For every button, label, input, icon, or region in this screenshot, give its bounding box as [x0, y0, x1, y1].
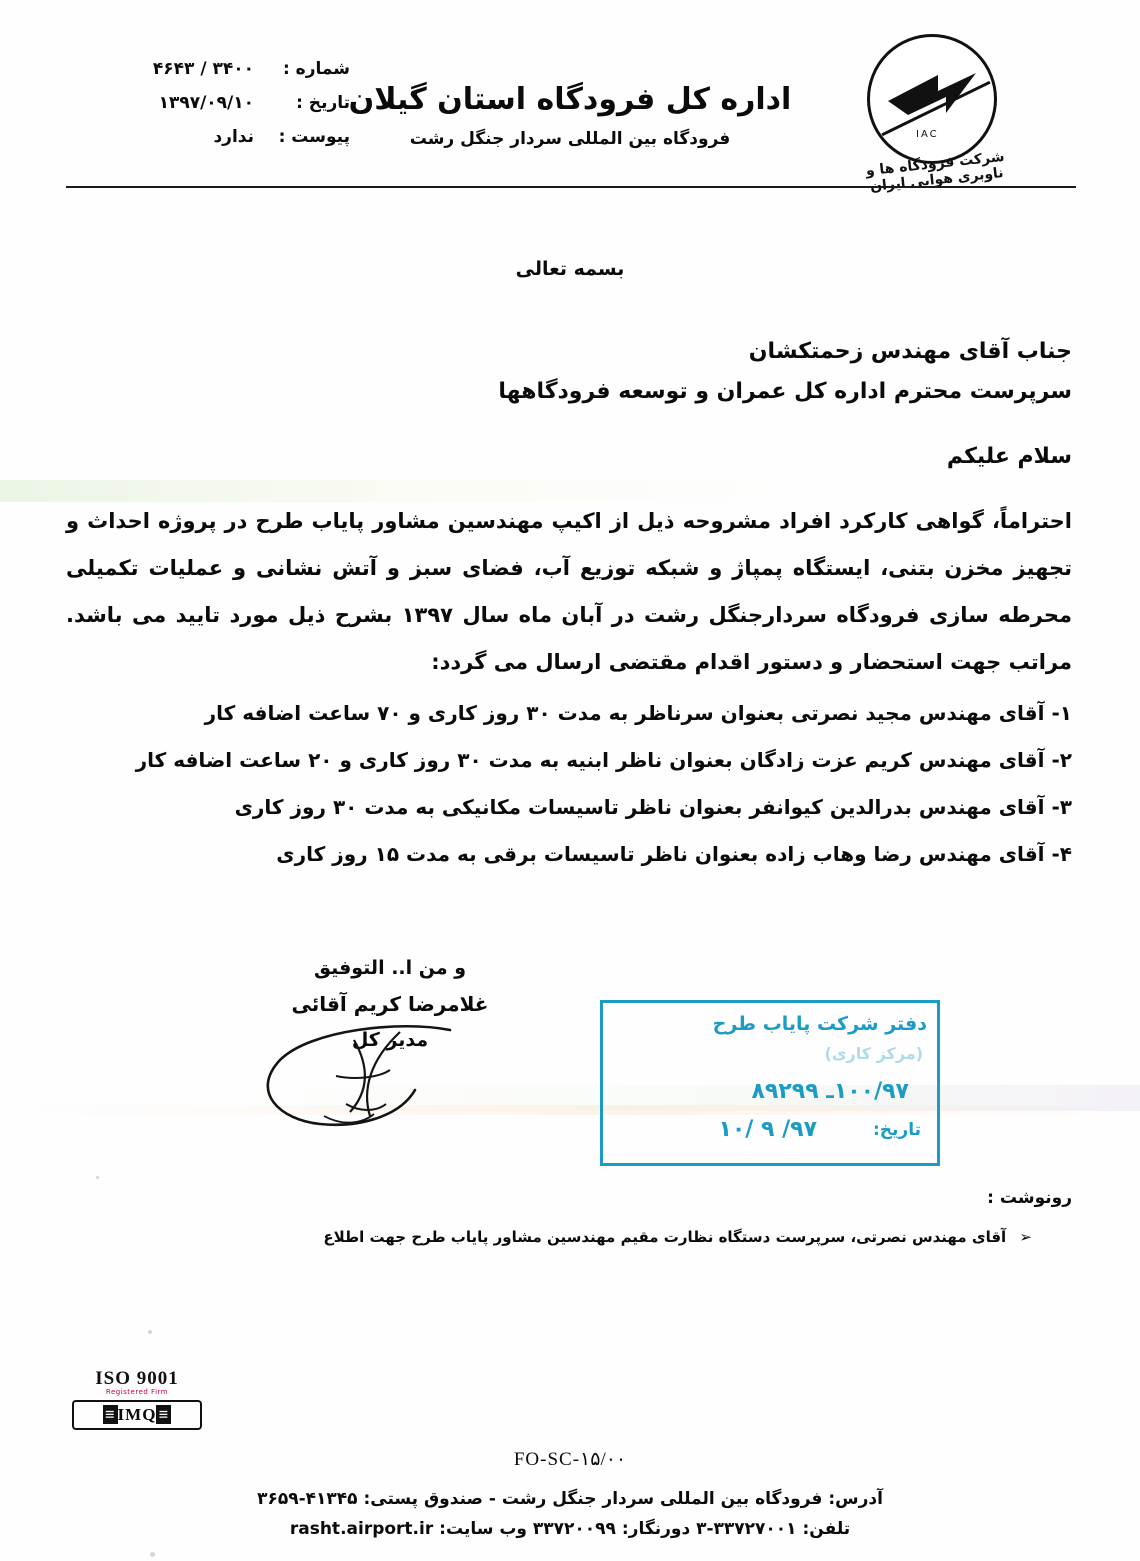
- metadata-label-number: شماره :: [282, 59, 350, 79]
- signer-name: غلامرضا کریم آقائی: [291, 992, 489, 1016]
- list-item: ۲- آقای مهندس کریم عزت زادگان بعنوان ناظر ابنیه به مدت ۳۰ روز کاری و ۲۰ ساعت اضافه کار: [135, 748, 1072, 772]
- iso-subtitle: Registered Firm: [105, 1388, 169, 1396]
- addressee-title: سرپرست محترم اداره کل عمران و توسعه فرودگاهها: [498, 379, 1072, 404]
- stamp-date-label: تاریخ:: [873, 1120, 921, 1140]
- paragraph-main: احتراماً، گواهی کارکرد افراد مشروحه ذیل از اکیپ مهندسین مشاور پایاب طرح در پروژه احداث و تجهیز مخزن بتنی، ایستگاه پمپاژ و شبکه توزیع آب، فضای سبز و آتش نشانی و عملیات تکمیلی محرطه سازی فرودگاه سردارجنگل رشت در آبان ماه سال ۱۳۹۷ بشرح ذیل مورد تایید می باشد.: [66, 509, 1072, 627]
- stamp-date-value: ۹۷/ ۹ /۱۰: [718, 1117, 817, 1142]
- addressee-name: جناب آقای مهندس زحمتکشان: [748, 339, 1072, 364]
- scan-artifact-band-mid: [0, 1085, 1140, 1111]
- iso-title: ISO 9001: [95, 1368, 179, 1389]
- stamp-number: ۱۰۰/۹۷ـ ۸۹۲۹۹: [751, 1079, 909, 1104]
- iso-9001-badge: [72, 1368, 202, 1430]
- company-receipt-stamp: [600, 1000, 940, 1166]
- list-item: ۳- آقای مهندس بدرالدین کیوانفر بعنوان ناظر تاسیسات مکانیکی به مدت ۳۰ روز کاری: [234, 795, 1072, 819]
- signature-closing: و من ا.. التوفیق: [313, 957, 467, 979]
- cc-item-text: آقای مهندس نصرتی، سرپرست دستگاه نظارت مقیم مهندسین مشاور پایاب طرح جهت اطلاع: [323, 1228, 1007, 1246]
- scan-artifact-band-mid2: [0, 1105, 1140, 1115]
- logo-caption: شرکت فرودگاه ها و ناوبری هوایی ایران: [865, 148, 1006, 195]
- metadata-label-attachment: پیوست :: [278, 127, 350, 147]
- organization-title: اداره کل فرودگاه استان گیلان: [348, 82, 792, 117]
- footer-address-line-2: تلفن: ۳۳۷۲۷۰۰۱-۳ دورنگار: ۳۳۷۲۰۰۹۹ وب سایت: rasht.airport.ir: [289, 1519, 851, 1539]
- scan-speck: [148, 1330, 152, 1334]
- airport-company-logo: [845, 30, 1025, 195]
- logo-circle-icon: [867, 34, 997, 164]
- imq-mark-2: ≡: [104, 1405, 116, 1424]
- personnel-list: [66, 690, 1072, 878]
- handwritten-signature: [250, 1020, 480, 1150]
- organization-subtitle: فرودگاه بین المللی سردار جنگل رشت: [409, 129, 731, 149]
- signer-role: مدیر کل: [351, 1029, 429, 1051]
- metadata-label-date: تاریخ :: [296, 93, 350, 113]
- cc-title: رونوشت :: [987, 1188, 1072, 1208]
- list-item: ۱- آقای مهندس مجید نصرتی بعنوان سرناظر به مدت ۳۰ روز کاری و ۷۰ ساعت اضافه کار: [204, 701, 1072, 725]
- form-code: FO-SC-۱۵/۰۰: [513, 1449, 627, 1470]
- metadata-row-number: [100, 52, 350, 86]
- imq-badge-icon: [72, 1400, 202, 1430]
- metadata-value-attachment: ندارد: [213, 127, 254, 147]
- metadata-value-number: ۳۴۰۰ / ۴۶۴۳: [152, 59, 254, 79]
- stamp-office-line: دفتر شرکت پایاب طرح: [712, 1013, 927, 1035]
- salutation: سلام علیکم: [946, 444, 1072, 469]
- imq-mark: ≡: [158, 1405, 170, 1424]
- imq-label: IMQ: [117, 1405, 157, 1424]
- list-item: ۴- آقای مهندس رضا وهاب زاده بعنوان ناظر تاسیسات برقی به مدت ۱۵ روز کاری: [276, 842, 1072, 866]
- metadata-value-date: ۱۳۹۷/۰۹/۱۰: [158, 93, 254, 113]
- scan-speck: [150, 1552, 155, 1557]
- besmeh-taala: بسمه تعالی: [515, 258, 625, 280]
- stamp-secondary-line: (مرکز کاری): [824, 1044, 923, 1063]
- header-divider: [66, 186, 1076, 188]
- scan-speck: [96, 1176, 99, 1179]
- footer-address: [0, 1484, 1140, 1544]
- arrow-bullet-icon: ➢: [1019, 1228, 1032, 1246]
- footer-address-line-1: آدرس: فرودگاه بین المللی سردار جنگل رشت - صندوق پستی: ۴۱۳۴۵-۳۶۵۹: [257, 1489, 883, 1509]
- cc-item: [232, 1228, 1032, 1246]
- paragraph-request: مراتب جهت استحضار و دستور اقدام مقتضی ارسال می گردد:: [431, 650, 1072, 674]
- addressee-block: [68, 332, 1072, 412]
- logo-iac-text: IAC: [916, 129, 939, 140]
